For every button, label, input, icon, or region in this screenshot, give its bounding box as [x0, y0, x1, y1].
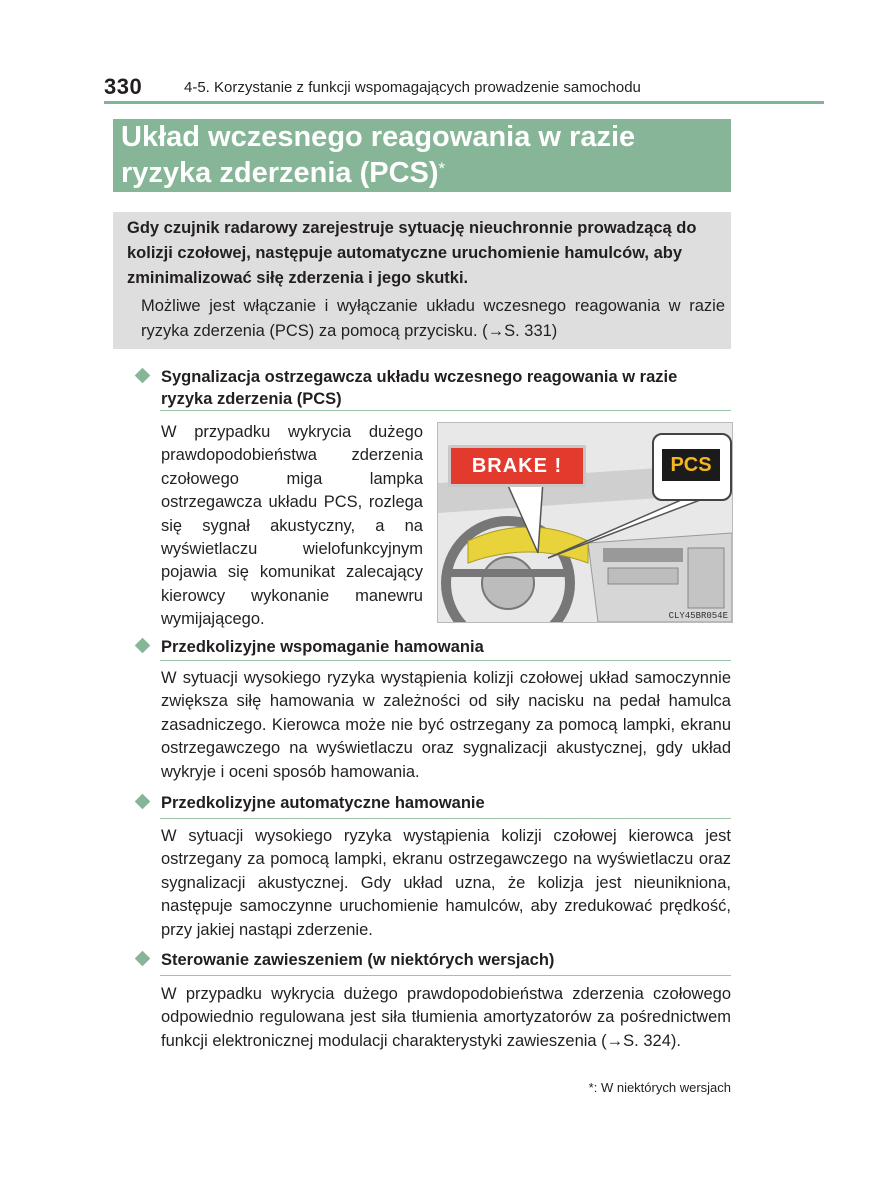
section-heading-text: Przedkolizyjne automatyczne hamowanie: [161, 794, 485, 812]
section-body-text: W przypadku wykrycia dużego prawdopodobieństwa zderzenia czołowego odpowiednio regulowana jest siła tłumienia amortyzatorów za pośrednictwem funkcji elektronicznej modulacji charakterystyki zawieszenia (→S. 324).: [161, 985, 731, 1050]
page-number: 330: [104, 74, 143, 99]
pcs-indicator-icon: PCS: [662, 449, 720, 481]
page-title: [121, 119, 721, 191]
title-footnote-mark: *: [438, 159, 446, 178]
figure-code: CLY45BR054E: [668, 611, 728, 621]
section-divider: [160, 410, 731, 411]
section-body-text: W przypadku wykrycia dużego prawdopodobieństwa zderzenia czołowego miga lampka ostrzegawcza układu PCS, rozlega się sygnał akustyczny, a na wyświetlaczu wielofunkcyjnym pojawia się komunikat zalecający kierowcy wykonanie manewru wymijającego.: [161, 423, 423, 629]
dashboard-illustration: [437, 422, 733, 623]
header-divider: [104, 101, 824, 104]
title-text: Układ wczesnego reagowania w razie ryzyka zderzenia (PCS): [121, 121, 636, 189]
intro-box: [113, 212, 731, 349]
diamond-bullet-icon: [135, 794, 151, 810]
section-heading-text: Przedkolizyjne wspomaganie hamowania: [161, 638, 484, 656]
diamond-bullet-icon: [135, 951, 151, 967]
section-divider: [160, 660, 731, 661]
chapter-title: 4-5. Korzystanie z funkcji wspomagających prowadzenie samochodu: [184, 79, 641, 96]
intro-note-text: Możliwe jest włączanie i wyłączanie układu wczesnego reagowania w razie ryzyka zderzenia (PCS) za pomocą przycisku. (→S. 331): [141, 297, 725, 340]
title-banner: [113, 119, 731, 192]
diamond-bullet-icon: [135, 368, 151, 384]
footnote: *: W niektórych wersjach: [588, 1080, 731, 1095]
section-divider: [160, 975, 731, 976]
section-heading-text: Sygnalizacja ostrzegawcza układu wczesnego reagowania w razie ryzyka zderzenia (PCS): [161, 368, 678, 408]
section-divider: [160, 818, 731, 819]
section-body-text: W sytuacji wysokiego ryzyka wystąpienia kolizji czołowej układ samoczynnie zwiększa siłę hamowania w zależności od siły nacisku na pedał hamulca zasadniczego. Kierowca może nie być ostrzegany za pomocą lampki, ekranu ostrzegawczego na wyświetlaczu oraz sygnalizacji akustycznej, gdy układ wykryje i oceni sposób hamowania.: [161, 669, 731, 781]
section-heading-text: Sterowanie zawieszeniem (w niektórych wersjach): [161, 951, 555, 969]
section-body-text: W sytuacji wysokiego ryzyka wystąpienia kolizji czołowej kierowca jest ostrzegany za pomocą lampki, ekranu ostrzegawczego na wyświetlaczu oraz sygnalizacji akustycznej. Gdy układ uzna, że kolizja jest nieunikniona, następuje samoczynne uruchomienie hamulców, aby zredukować prędkość, przy jakiej nastąpi zderzenie.: [161, 827, 731, 939]
brake-warning-label: BRAKE !: [448, 445, 586, 487]
diamond-bullet-icon: [135, 638, 151, 654]
intro-bold-text: Gdy czujnik radarowy zarejestruje sytuację nieuchronnie prowadzącą do kolizji czołowej, następuje automatyczne uruchomienie hamulców, aby zminimalizować siłę zderzenia i jego skutki.: [127, 219, 697, 287]
page-header: [104, 70, 824, 104]
pcs-indicator-callout: [652, 433, 732, 501]
